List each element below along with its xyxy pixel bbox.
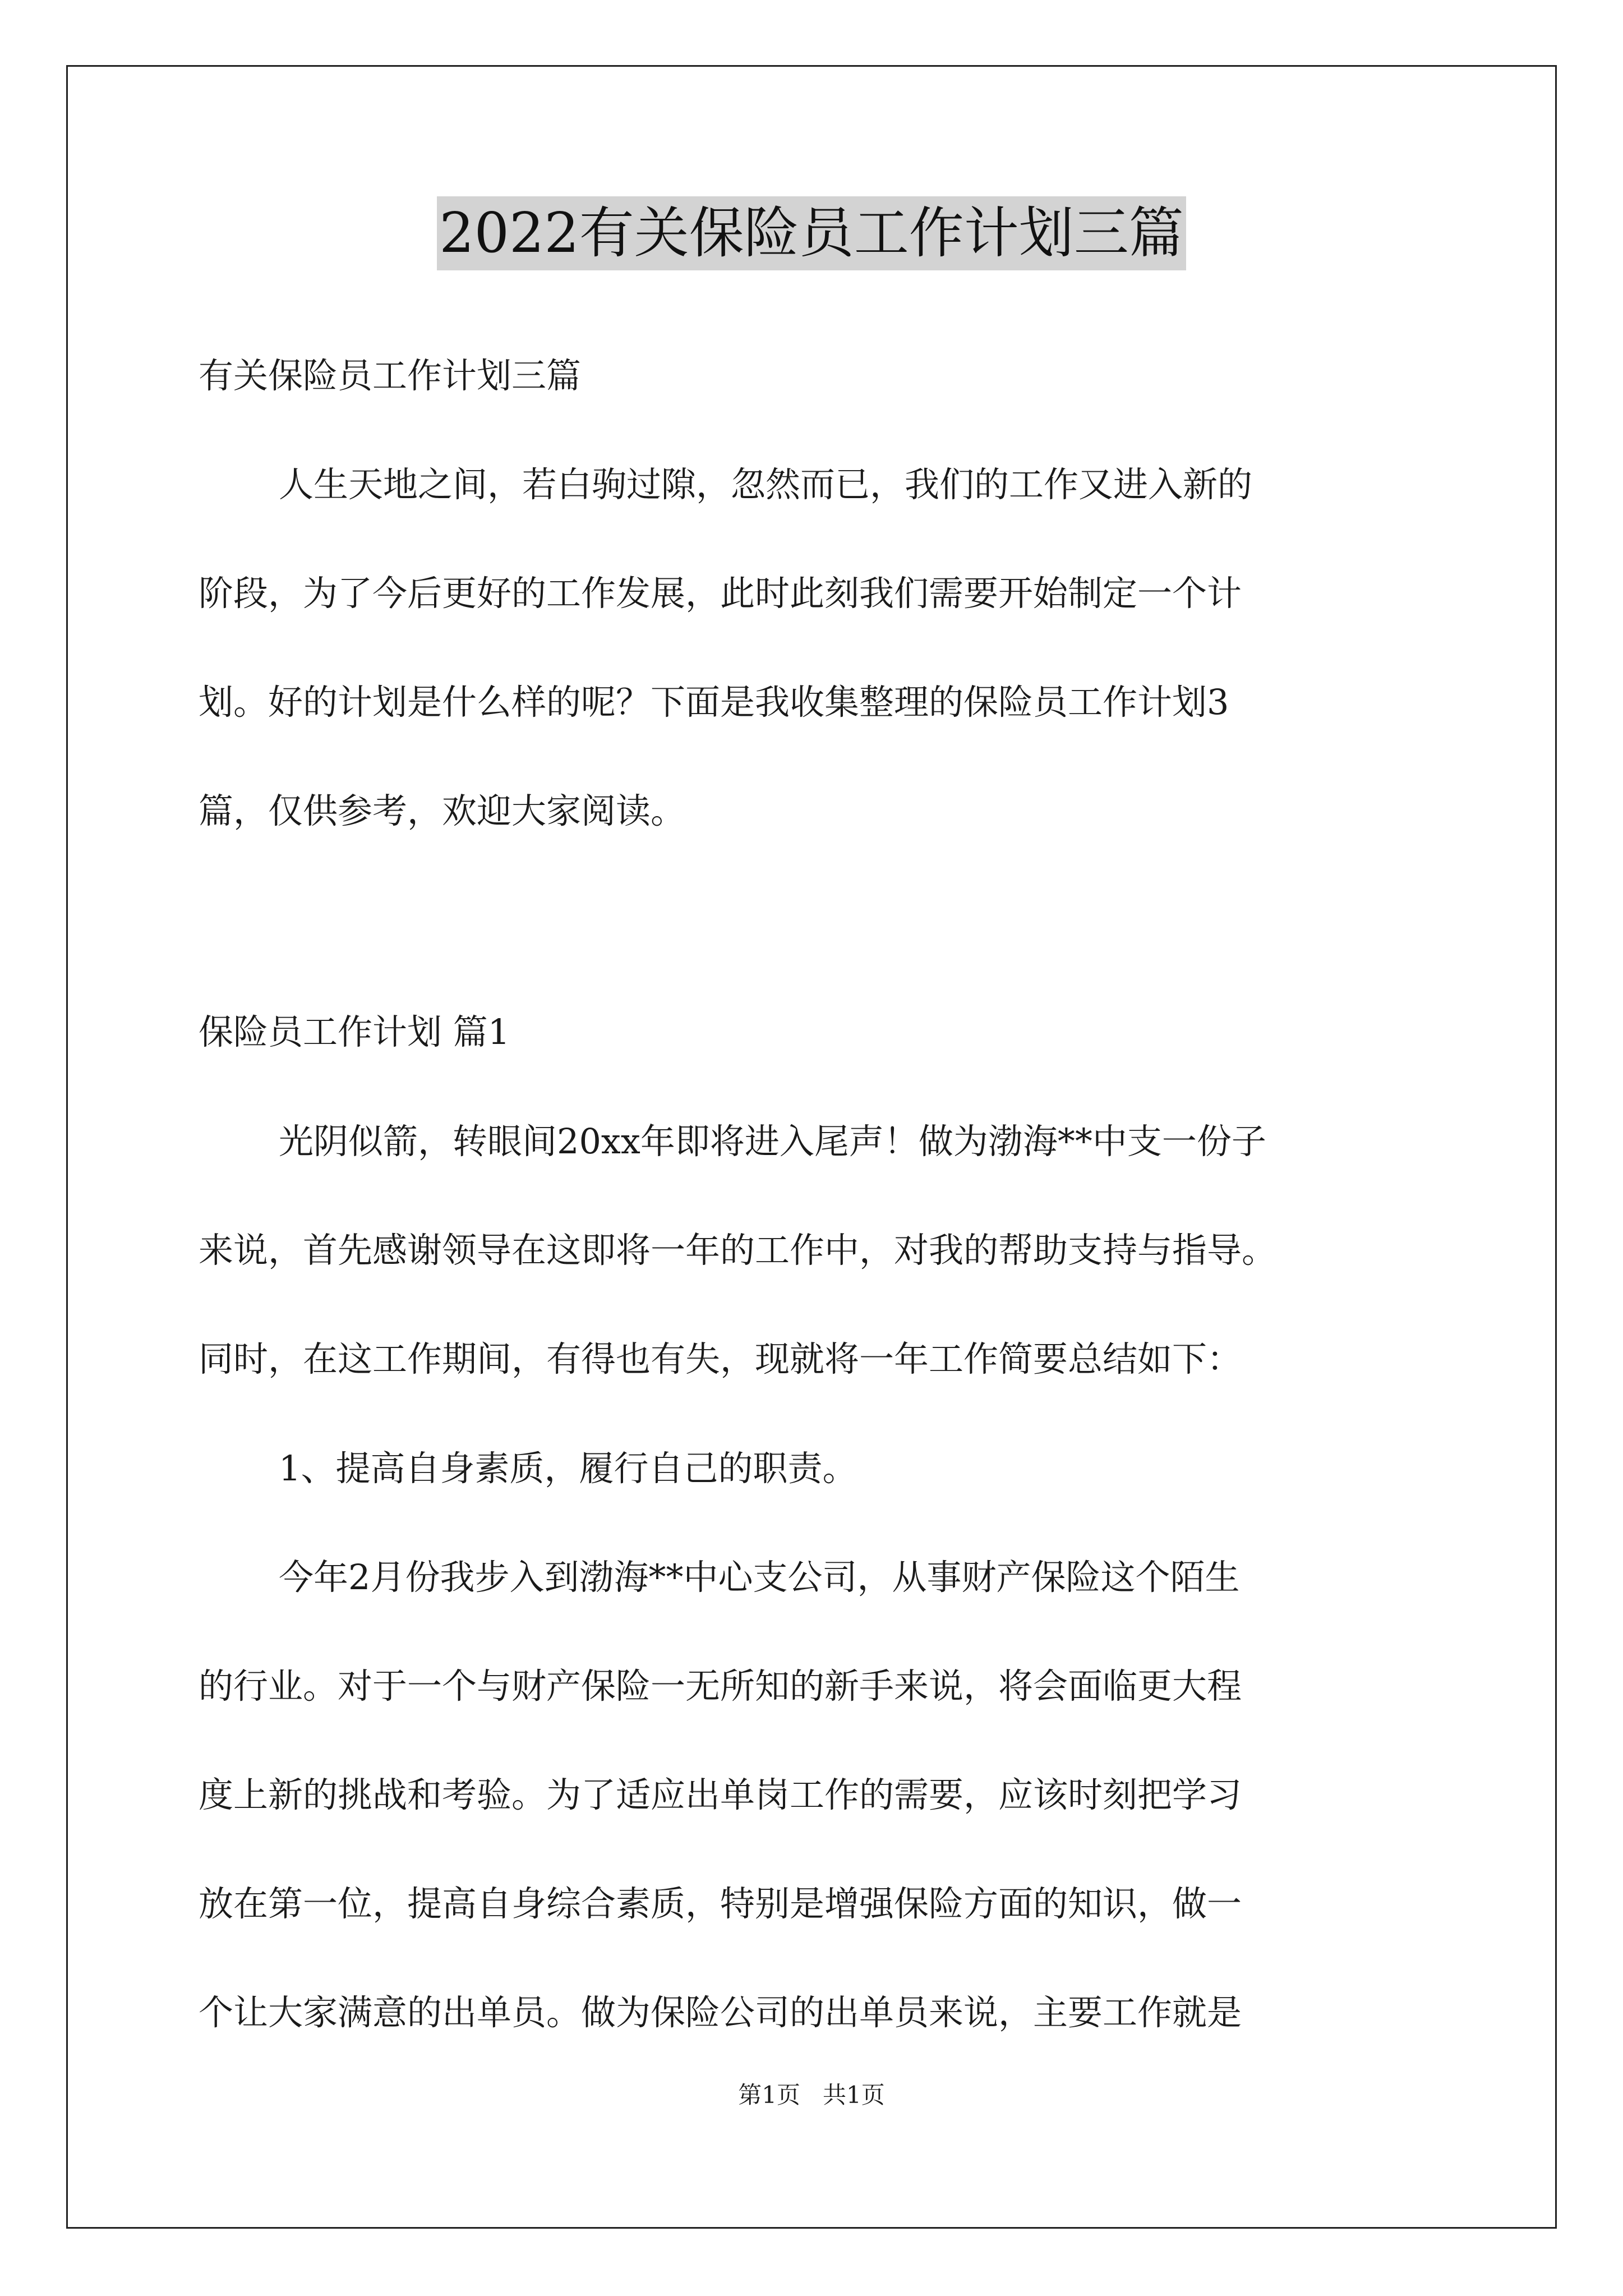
intro-line: 篇，仅供参考，欢迎大家阅读。 (199, 790, 686, 831)
body-line: 来说，首先感谢领导在这即将一年的工作中，对我的帮助支持与指导。 (199, 1230, 1277, 1271)
body-line: 放在第一位，提高自身综合素质，特别是增强保险方面的知识，做一 (199, 1883, 1242, 1924)
section-heading: 保险员工作计划 篇1 (199, 1011, 510, 1052)
intro-line: 划。好的计划是什么样的呢？下面是我收集整理的保险员工作计划3 (199, 682, 1229, 723)
title-container (0, 196, 1623, 270)
body-line: 同时，在这工作期间，有得也有失，现就将一年工作简要总结如下： (199, 1338, 1242, 1379)
body-line: 度上新的挑战和考验。为了适应出单岗工作的需要，应该时刻把学习 (199, 1774, 1242, 1815)
body-line: 个让大家满意的出单员。做为保险公司的出单员来说，主要工作就是 (199, 1992, 1242, 2033)
body-line: 光阴似箭，转眼间20xx年即将进入尾声！做为渤海**中支一份子 (279, 1121, 1266, 1162)
document-title: 2022有关保险员工作计划三篇 (437, 196, 1186, 270)
page-footer: 第1页 共1页 (738, 2081, 885, 2109)
body-line: 的行业。对于一个与财产保险一无所知的新手来说，将会面临更大程 (199, 1665, 1242, 1706)
intro-line: 阶段，为了今后更好的工作发展，此时此刻我们需要开始制定一个计 (199, 573, 1242, 614)
list-item: 1、提高自身素质，履行自己的职责。 (279, 1448, 857, 1489)
intro-line: 人生天地之间，若白驹过隙，忽然而已，我们的工作又进入新的 (279, 464, 1253, 505)
body-line: 今年2月份我步入到渤海**中心支公司，从事财产保险这个陌生 (279, 1557, 1240, 1598)
document-subtitle: 有关保险员工作计划三篇 (199, 355, 582, 396)
